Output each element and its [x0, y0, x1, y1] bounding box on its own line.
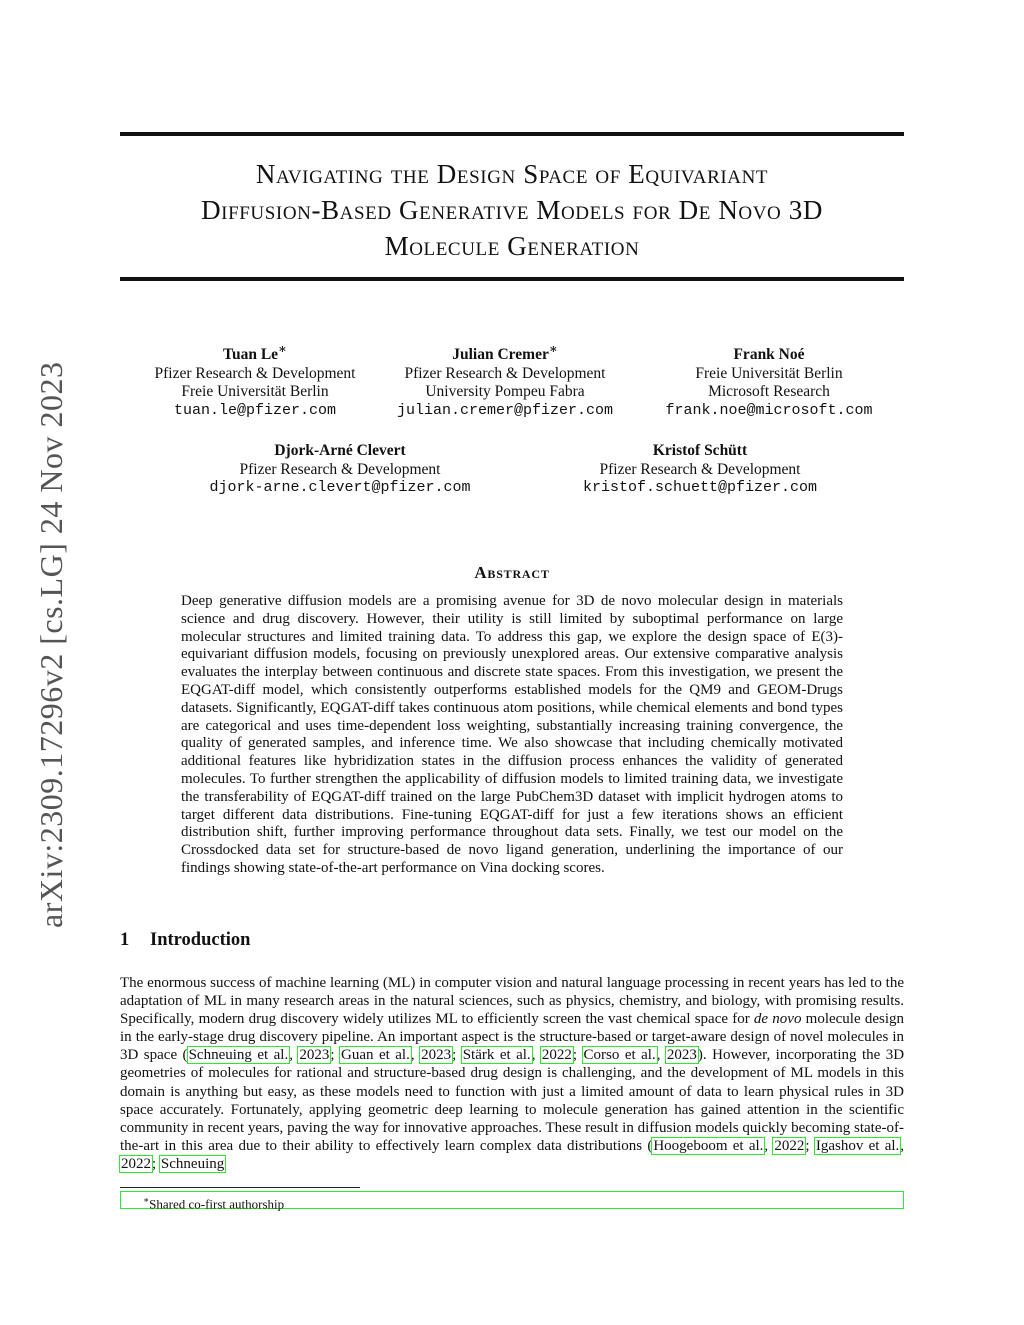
author-name: Djork-Arné Clevert	[274, 442, 406, 459]
title-bottom-rule	[120, 277, 904, 281]
footnote-text: Shared co-first authorship	[149, 1196, 285, 1212]
title-line: Diffusion-Based Generative Models for De Novo 3D	[201, 195, 823, 225]
footnote-mark: ∗	[143, 1195, 150, 1205]
italic-term: de novo	[753, 1011, 802, 1028]
author-name: Julian Cremer∗	[452, 341, 558, 364]
citation-link[interactable]: 2022	[541, 1047, 572, 1064]
author-email[interactable]: frank.noe@microsoft.com	[665, 401, 873, 419]
citation-link[interactable]: 2023	[299, 1047, 330, 1064]
author-affiliation: Freie Universität Berlin	[695, 364, 843, 382]
author-block	[380, 340, 630, 420]
arxiv-identifier: arXiv:2309.17296v2 [cs.LG] 24 Nov 2023	[33, 361, 69, 929]
citation-link[interactable]: 2023	[421, 1047, 452, 1064]
citation-link[interactable]: 2022	[774, 1137, 805, 1154]
paper-title	[120, 156, 904, 264]
citation-link[interactable]: 2022	[121, 1155, 151, 1172]
author-email[interactable]: djork-arne.clevert@pfizer.com	[209, 479, 471, 496]
footnote[interactable]	[120, 1191, 904, 1212]
section-heading	[120, 930, 250, 951]
citation-link[interactable]: Stärk et al.	[462, 1047, 531, 1064]
citation-link[interactable]: Corso et al.	[583, 1047, 656, 1064]
author-email[interactable]: kristof.schuett@pfizer.com	[582, 479, 818, 496]
section-number: 1	[120, 930, 130, 950]
citation-link[interactable]: Guan et al.	[341, 1047, 410, 1064]
section-title: Introduction	[150, 930, 251, 950]
author-name: Kristof Schütt	[652, 442, 748, 459]
author-affiliation: University Pompeu Fabra	[425, 383, 585, 401]
title-top-rule	[120, 132, 904, 136]
author-block	[644, 340, 894, 420]
author-affiliation: Pfizer Research & Development	[599, 460, 801, 478]
author-affiliation: Pfizer Research & Development	[239, 460, 441, 478]
citation-link[interactable]: Igashov et al.	[815, 1137, 900, 1154]
author-affiliation: Microsoft Research	[708, 383, 830, 401]
author-block	[180, 442, 500, 498]
author-name: Frank Noé	[733, 346, 805, 364]
author-block	[545, 442, 855, 498]
abstract-body: Deep generative diffusion models are a promising avenue for 3D de novo molecular design in materials science and drug discovery. However, their utility is still limited by suboptimal performance on large molecular structures and limited training data. To address this gap, we explore the design space of E(3)-equivariant diffusion models, focusing on previously unexplored areas. Our extensive comparative analysis evaluates the interplay between continuous and discrete state spaces. From this investigation, we present the EQGAT-diff model, which consistently outperforms established models for the QM9 and GEOM-Drugs datasets. Significantly, EQGAT-diff takes continuous atom positions, while chemical elements and bond types are categorical and uses time-dependent loss weighting, substantially increasing training convergence, the quality of generated samples, and inference time. We also showcase that including chemically motivated additional features like hybridization states in the diffusion process enhances the validity of generated molecules. To further strengthen the applicability of diffusion models to limited training data, we investigate the transferability of EQGAT-diff trained on the large PubChem3D dataset with implicit hydrogen atoms to target different data distributions. Fine-tuning EQGAT-diff for just a few iterations shows an efficient distribution shift, further improving performance throughout data sets. Finally, we test our model on the Crossdocked data set for structure-based de novo ligand generation, underlining the importance of our findings showing state-of-the-art performance on Vina docking scores.	[181, 593, 843, 876]
author-affiliation: Pfizer Research & Development	[404, 364, 606, 382]
abstract-heading: Abstract	[474, 563, 550, 582]
title-line: Navigating the Design Space of Equivariant	[255, 159, 769, 189]
citation-link[interactable]: Schneuing	[160, 1155, 225, 1172]
title-line: Molecule Generation	[384, 231, 640, 261]
citation-link[interactable]: Schneuing et al.	[188, 1047, 289, 1064]
intro-paragraph: The enormous success of machine learning (ML) in computer vision and natural language processing in recent years has led to the adaptation of ML in many research areas in the natural sciences, such as physics, chemistry, and biology, with promising results. Specifically, modern drug discovery widely utilizes ML to efficiently screen the vast chemical space for de novo molecule design in the early-stage drug discovery pipeline. An important aspect is the structure-based or target-aware design of novel molecules in 3D space (Schneuing et al., 2023; Guan et al., 2023; Stärk et al., 2022; Corso et al., 2023). However, incorporating the 3D geometries of molecules for rational and structure-based drug design is challenging, and the development of ML models in this domain is anything but easy, as these models need to function with just a limited amount of data to learn physical rules in 3D space accurately. Fortunately, applying geometric deep learning to molecule generation has gained attention in the scientific community in recent years, paving the way for innovative approaches. These result in diffusion models quickly becoming state-of-the-art in this area due to their ability to effectively learn complex data distributions (Hoogeboom et al., 2022; Igashov et al., 2022; Schneuing	[120, 975, 905, 1172]
citation-link[interactable]: Hoogeboom et al.	[653, 1137, 764, 1154]
author-email[interactable]: tuan.le@pfizer.com	[173, 401, 337, 419]
author-affiliation: Freie Universität Berlin	[181, 383, 329, 401]
author-block	[130, 340, 380, 420]
footnote-rule	[120, 1187, 360, 1188]
author-affiliation: Pfizer Research & Development	[154, 364, 356, 382]
author-name: Tuan Le∗	[223, 341, 287, 364]
author-email[interactable]: julian.cremer@pfizer.com	[396, 401, 614, 419]
citation-link[interactable]: 2023	[666, 1047, 697, 1064]
